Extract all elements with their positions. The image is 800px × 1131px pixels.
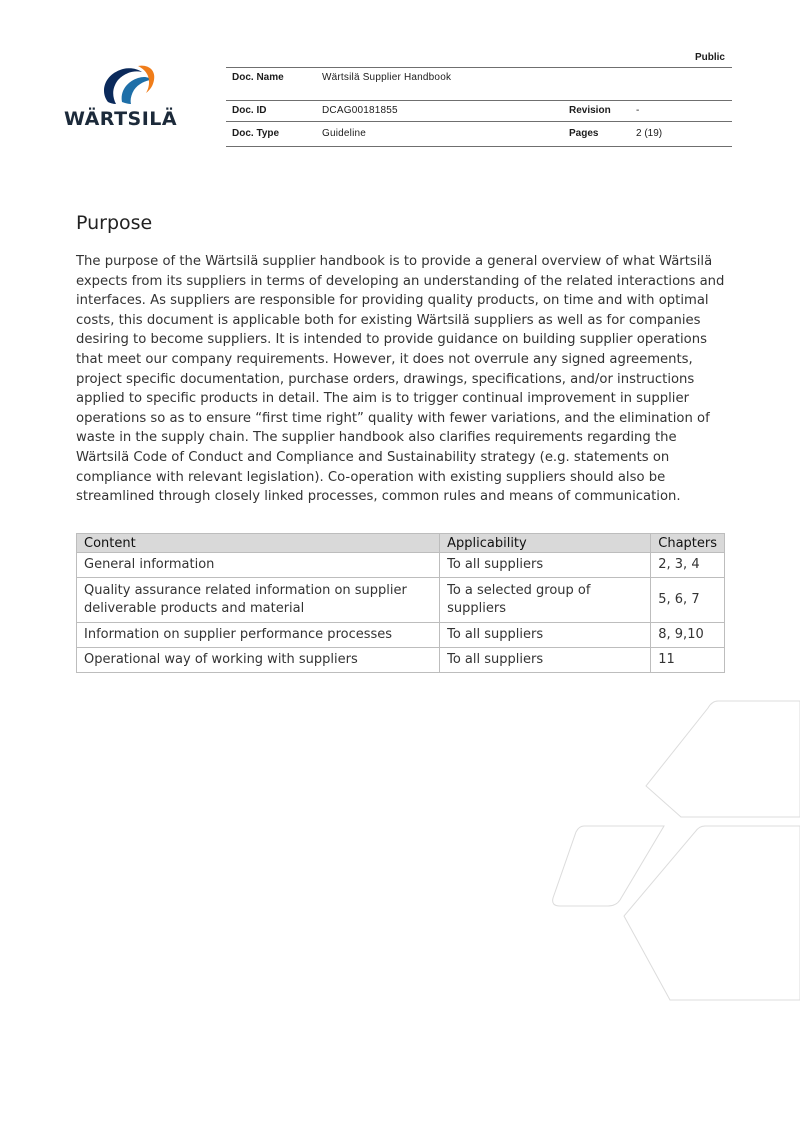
column-header-chapters: Chapters (651, 534, 725, 553)
revision-label: Revision (569, 105, 611, 116)
table-cell: To all suppliers (440, 648, 651, 673)
revision-value: - (636, 105, 640, 116)
table-cell: 8, 9,10 (651, 623, 725, 648)
hexagon-shape (624, 826, 800, 1000)
table-cell: Information on supplier performance processes (77, 623, 440, 648)
table-cell: General information (77, 553, 440, 578)
table-cell: 2, 3, 4 (651, 553, 725, 578)
section-title: Purpose (76, 212, 153, 234)
doc-name-value: Wärtsilä Supplier Handbook (322, 72, 452, 83)
table-cell: 11 (651, 648, 725, 673)
table-cell: To all suppliers (440, 623, 651, 648)
doc-id-label: Doc. ID (232, 105, 267, 116)
purpose-paragraph: The purpose of the Wärtsilä supplier handbook is to provide a general overview of what Wärtsilä expects from its suppliers in terms of developing an understanding of the related interactions and interfaces. As suppliers are responsible for providing quality products, on time and with optimal costs, this document is applicable both for existing Wärtsilä suppliers as well as for companies desiring to become suppliers. It is intended to provide guidance on building supplier operations that meet our company requirements. However, it does not overrule any signed agreements, project specific documentation, purchase orders, drawings, specifications, and/or instructions applied to specific products in detail. The aim is to trigger continual improvement in supplier operations so as to ensure “first time right” quality with fewer variations, and the elimination of waste in the supply chain. The supplier handbook also clarifies requirements regarding the Wärtsilä Code of Conduct and Compliance and Sustainability strategy (e.g. statements on compliance with relevant legislation). Co-operation with existing suppliers should also be streamlined through closely linked processes, common rules and means of communication. (76, 254, 725, 505)
column-header-content: Content (77, 534, 440, 553)
doc-type-label: Doc. Type (232, 128, 280, 139)
pages-value: 2 (19) (636, 128, 663, 139)
table-cell: Quality assurance related information on supplier deliverable products and material (77, 578, 440, 623)
hexagon-shape (646, 701, 800, 817)
pages-label: Pages (569, 128, 599, 139)
doc-id-value: DCAG00181855 (322, 105, 398, 116)
table-cell: To all suppliers (440, 553, 651, 578)
logo-wordmark: WÄRTSILÄ (64, 108, 178, 130)
classification-label: Public (694, 52, 725, 63)
table-cell: To a selected group of suppliers (440, 578, 651, 623)
table-cell: Operational way of working with suppliers (77, 648, 440, 673)
table-cell: 5, 6, 7 (651, 578, 725, 623)
hexagon-shape (553, 826, 664, 906)
doc-type-value: Guideline (322, 128, 367, 139)
column-header-applicability: Applicability (440, 534, 651, 553)
doc-name-label: Doc. Name (232, 72, 284, 83)
